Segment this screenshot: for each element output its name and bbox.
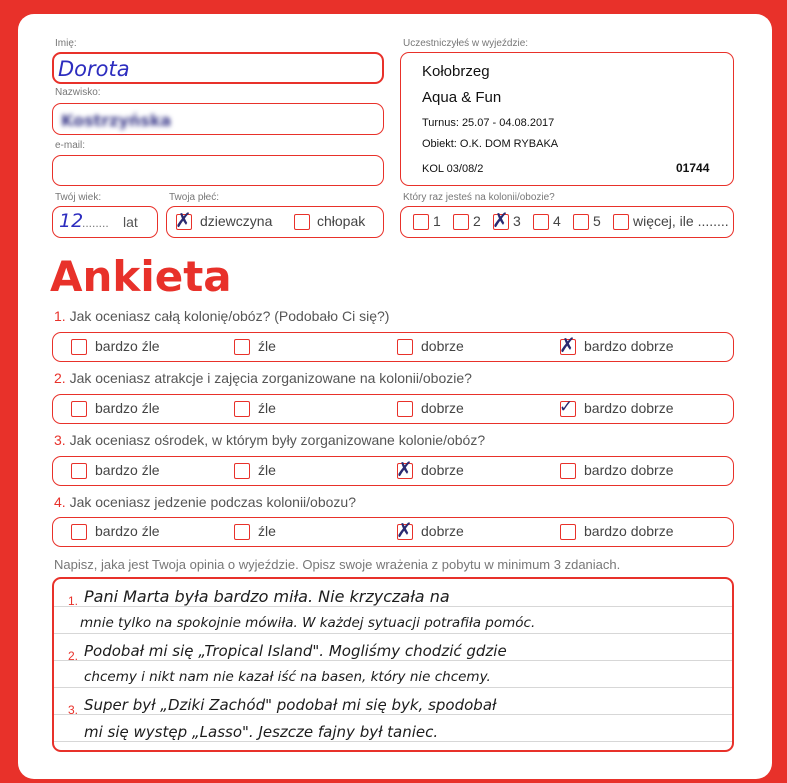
q1-option-bardzo-dobrze: bardzo dobrze bbox=[584, 338, 674, 354]
check-mark-icon: ✓ bbox=[559, 397, 574, 417]
question-4-number: 4. bbox=[54, 494, 66, 510]
q2-option-bardzo-dobrze: bardzo dobrze bbox=[584, 400, 674, 416]
opinion-number-3: 3. bbox=[68, 703, 79, 717]
email-field[interactable] bbox=[52, 155, 384, 186]
q3-option-bardzo-zle: bardzo źle bbox=[95, 462, 160, 478]
q3-checkbox-bardzo-dobrze[interactable] bbox=[560, 463, 576, 479]
q3-checkbox-zle[interactable] bbox=[234, 463, 250, 479]
q4-option-bardzo-dobrze: bardzo dobrze bbox=[584, 523, 674, 539]
q1-checkbox-bardzo-zle[interactable] bbox=[71, 339, 87, 355]
check-mark-icon: ✗ bbox=[492, 208, 509, 232]
writing-line bbox=[54, 687, 732, 688]
check-mark-icon: ✗ bbox=[559, 333, 576, 357]
ticket-obiekt: Obiekt: O.K. DOM RYBAKA bbox=[422, 138, 559, 150]
q2-option-zle: źle bbox=[258, 400, 276, 416]
question-4 bbox=[54, 494, 356, 510]
q3-option-dobrze: dobrze bbox=[421, 462, 464, 478]
q1-option-dobrze: dobrze bbox=[421, 338, 464, 354]
times-checkbox-4[interactable] bbox=[533, 214, 549, 230]
times-field bbox=[400, 206, 734, 238]
gender-checkbox-girl[interactable] bbox=[175, 208, 192, 232]
q2-option-bardzo-zle: bardzo źle bbox=[95, 400, 160, 416]
q1-option-zle: źle bbox=[258, 338, 276, 354]
q4-checkbox-zle[interactable] bbox=[234, 524, 250, 540]
trip-ticket bbox=[400, 52, 734, 186]
times-option-5: 5 bbox=[593, 213, 601, 229]
ticket-program: Aqua & Fun bbox=[422, 89, 502, 106]
writing-line bbox=[54, 714, 732, 715]
q3-checkbox-dobrze[interactable] bbox=[396, 457, 413, 481]
times-option-more: więcej, ile ........ bbox=[633, 213, 729, 229]
check-mark-icon: ✗ bbox=[396, 457, 413, 481]
question-3-number: 3. bbox=[54, 432, 66, 448]
writing-line bbox=[54, 606, 732, 607]
opinion-number-1: 1. bbox=[68, 594, 79, 608]
q4-option-dobrze: dobrze bbox=[421, 523, 464, 539]
times-checkbox-more[interactable] bbox=[613, 214, 629, 230]
email-label: e-mail: bbox=[55, 140, 86, 151]
surname-value-redacted: Kostrzyńska bbox=[61, 111, 172, 130]
q1-checkbox-zle[interactable] bbox=[234, 339, 250, 355]
q2-option-dobrze: dobrze bbox=[421, 400, 464, 416]
gender-label: Twoja płeć: bbox=[169, 192, 220, 203]
q4-option-zle: źle bbox=[258, 523, 276, 539]
opinion-line-2: mnie tylko na spokojnie mówiła. W każdej sytuacji potrafiła pomóc. bbox=[80, 615, 536, 631]
q3-option-zle: źle bbox=[258, 462, 276, 478]
question-2-text: Jak oceniasz atrakcje i zajęcia zorganizowane na kolonii/obozie? bbox=[69, 370, 472, 386]
times-checkbox-2[interactable] bbox=[453, 214, 469, 230]
question-2-answers bbox=[52, 394, 734, 424]
check-mark-icon: ✗ bbox=[396, 518, 413, 542]
q4-checkbox-bardzo-dobrze[interactable] bbox=[560, 524, 576, 540]
opinion-prompt: Napisz, jaka jest Twoja opinia o wyjeździe. Opisz swoje wrażenia z pobytu w minimum 3 zdaniach. bbox=[54, 557, 621, 572]
q2-checkbox-bardzo-zle[interactable] bbox=[71, 401, 87, 417]
trip-label: Uczestniczyłeś w wyjeździe: bbox=[403, 38, 529, 49]
ticket-city: Kołobrzeg bbox=[422, 63, 490, 80]
opinion-line-4: chcemy i nikt nam nie kazał iść na basen, który nie chcemy. bbox=[84, 669, 491, 685]
times-option-3: 3 bbox=[513, 213, 521, 229]
survey-title: Ankieta bbox=[50, 252, 232, 301]
q3-checkbox-bardzo-zle[interactable] bbox=[71, 463, 87, 479]
opinion-line-5: Super był „Dziki Zachód" podobał mi się byk, spodobał bbox=[84, 696, 497, 714]
question-3-answers bbox=[52, 456, 734, 486]
opinion-line-6: mi się występ „Lasso". Jeszcze fajny był taniec. bbox=[84, 723, 439, 741]
age-label: Twój wiek: bbox=[55, 192, 102, 203]
question-4-answers bbox=[52, 517, 734, 547]
surname-label: Nazwisko: bbox=[55, 87, 101, 98]
opinion-field[interactable] bbox=[52, 577, 734, 752]
gender-option-boy: chłopak bbox=[317, 213, 366, 229]
ticket-number: 01744 bbox=[676, 161, 710, 175]
times-option-1: 1 bbox=[433, 213, 441, 229]
ticket-turnus: Turnus: 25.07 - 04.08.2017 bbox=[422, 117, 555, 129]
surname-field[interactable] bbox=[52, 103, 384, 135]
q2-checkbox-zle[interactable] bbox=[234, 401, 250, 417]
times-checkbox-1[interactable] bbox=[413, 214, 429, 230]
gender-option-girl: dziewczyna bbox=[200, 213, 273, 229]
q3-option-bardzo-dobrze: bardzo dobrze bbox=[584, 462, 674, 478]
q2-checkbox-bardzo-dobrze[interactable] bbox=[559, 397, 576, 417]
name-value: Dorota bbox=[58, 57, 130, 81]
q4-checkbox-bardzo-zle[interactable] bbox=[71, 524, 87, 540]
check-mark-icon: ✗ bbox=[175, 208, 192, 232]
q1-checkbox-bardzo-dobrze[interactable] bbox=[559, 333, 576, 357]
name-label: Imię: bbox=[55, 38, 77, 49]
writing-line bbox=[54, 741, 732, 742]
times-option-4: 4 bbox=[553, 213, 561, 229]
question-3-text: Jak oceniasz ośrodek, w którym były zorganizowane kolonie/obóz? bbox=[69, 432, 486, 448]
question-3 bbox=[54, 432, 485, 448]
times-checkbox-5[interactable] bbox=[573, 214, 589, 230]
q1-option-bardzo-zle: bardzo źle bbox=[95, 338, 160, 354]
age-field[interactable] bbox=[52, 206, 158, 238]
q1-checkbox-dobrze[interactable] bbox=[397, 339, 413, 355]
times-checkbox-3[interactable] bbox=[492, 208, 509, 232]
name-field[interactable] bbox=[52, 52, 384, 84]
times-option-2: 2 bbox=[473, 213, 481, 229]
writing-line bbox=[54, 633, 732, 634]
q4-option-bardzo-zle: bardzo źle bbox=[95, 523, 160, 539]
ticket-code: KOL 03/08/2 bbox=[422, 163, 484, 175]
q4-checkbox-dobrze[interactable] bbox=[396, 518, 413, 542]
writing-line bbox=[54, 660, 732, 661]
question-1-answers bbox=[52, 332, 734, 362]
question-4-text: Jak oceniasz jedzenie podczas kolonii/obozu? bbox=[69, 494, 356, 510]
question-1 bbox=[54, 308, 389, 324]
gender-field bbox=[166, 206, 384, 238]
q2-checkbox-dobrze[interactable] bbox=[397, 401, 413, 417]
opinion-line-3: Podobał mi się „Tropical Island". Mogliśmy chodzić gdzie bbox=[84, 642, 507, 660]
times-label: Który raz jesteś na kolonii/obozie? bbox=[403, 192, 555, 203]
question-1-number: 1. bbox=[54, 308, 66, 324]
age-dots: ........ bbox=[82, 216, 109, 230]
opinion-line-1: Pani Marta była bardzo miła. Nie krzyczała na bbox=[84, 587, 450, 606]
age-unit: lat bbox=[123, 214, 138, 230]
question-1-text: Jak oceniasz całą kolonię/obóz? (Podobało Ci się?) bbox=[69, 308, 390, 324]
gender-checkbox-boy[interactable] bbox=[294, 214, 310, 230]
opinion-number-2: 2. bbox=[68, 649, 79, 663]
question-2-number: 2. bbox=[54, 370, 66, 386]
question-2 bbox=[54, 370, 472, 386]
age-value: 12 bbox=[59, 210, 84, 232]
